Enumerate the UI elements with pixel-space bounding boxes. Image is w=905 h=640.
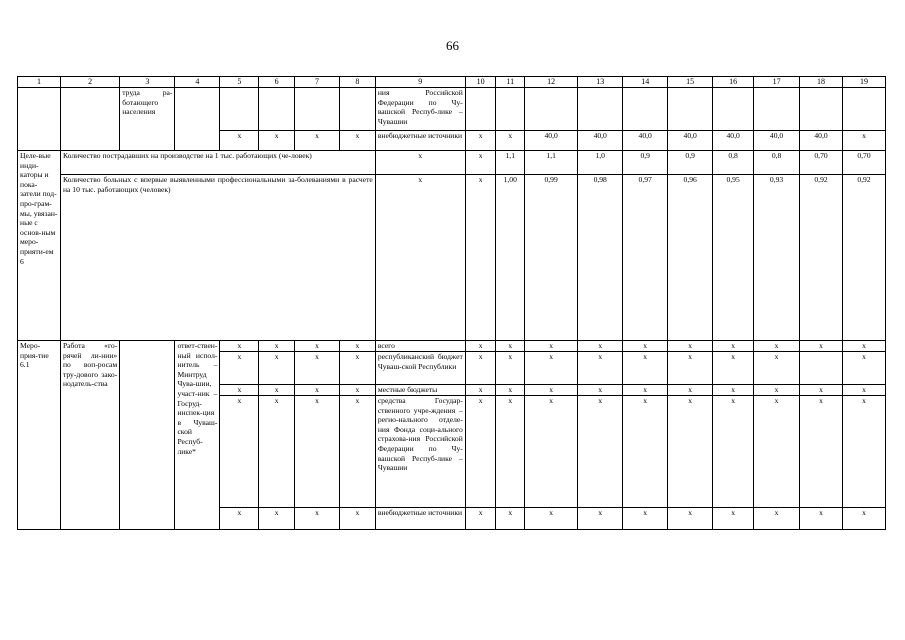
table-cell: x: [259, 396, 295, 508]
table-cell: x: [668, 385, 713, 396]
table-cell: 0,8: [713, 151, 754, 175]
table-cell: x: [465, 508, 496, 530]
col-header: 11: [496, 77, 525, 88]
table-cell: x: [668, 341, 713, 352]
col-header: 14: [623, 77, 668, 88]
table-cell: 0,92: [843, 175, 886, 341]
indicator-row: [18, 151, 886, 175]
table-cell: x: [220, 341, 259, 352]
table-cell: x: [295, 341, 340, 352]
table-cell: [18, 88, 61, 131]
table-cell: x: [340, 341, 376, 352]
table-cell: 0,9: [623, 151, 668, 175]
funding-source: внебюджетные источники: [375, 131, 465, 151]
table-cell: x: [843, 508, 886, 530]
table-cell: 1,00: [496, 175, 525, 341]
table-cell: 1,1: [496, 151, 525, 175]
table-cell: x: [340, 131, 376, 151]
table-cell: x: [465, 385, 496, 396]
table-cell: 0,93: [754, 175, 800, 341]
table-cell: x: [578, 385, 623, 396]
table-cell: x: [295, 396, 340, 508]
funding-source: средства Государ-ственного учре-ждения – регио-нального отделе-ния Фонда соци-ального страхова-ния Российской Федерации по Чу-вашской Респуб-лике – Чувашии: [375, 396, 465, 508]
table-cell: [496, 88, 525, 131]
col-header: 13: [578, 77, 623, 88]
table-cell: 0,96: [668, 175, 713, 341]
table-cell: 0,70: [800, 151, 843, 175]
table-cell: x: [465, 151, 496, 175]
table-cell: x: [496, 352, 525, 385]
table-cell: [340, 88, 376, 131]
table-cell: [623, 88, 668, 131]
column-numbers-row: [18, 77, 886, 88]
table-cell: x: [713, 341, 754, 352]
table-cell: x: [220, 385, 259, 396]
col-header: 2: [60, 77, 119, 88]
table-cell: x: [800, 341, 843, 352]
table-cell: x: [578, 508, 623, 530]
col-header: 8: [340, 77, 376, 88]
table-cell: 0,99: [525, 175, 578, 341]
table-cell: [220, 88, 259, 131]
table-cell: x: [525, 341, 578, 352]
table-cell: x: [713, 396, 754, 508]
table-cell: x: [259, 131, 295, 151]
table-cell: 0,9: [668, 151, 713, 175]
table-cell: x: [220, 131, 259, 151]
table-cell: 40,0: [578, 131, 623, 151]
program-table: [17, 76, 886, 530]
table-cell: x: [754, 508, 800, 530]
table-cell: x: [340, 508, 376, 530]
table-cell: x: [259, 385, 295, 396]
table-cell: x: [754, 352, 800, 385]
table-cell: x: [465, 131, 496, 151]
table-cell: x: [623, 352, 668, 385]
table-cell: x: [220, 508, 259, 530]
col-header: 12: [525, 77, 578, 88]
table-cell: 0,98: [578, 175, 623, 341]
table-cell: x: [800, 385, 843, 396]
table-cell: x: [295, 508, 340, 530]
table-cell: x: [465, 175, 496, 341]
col-header: 17: [754, 77, 800, 88]
table-cell: 0,92: [800, 175, 843, 341]
table-cell: x: [340, 385, 376, 396]
table-cell: x: [295, 131, 340, 151]
table-cell: [578, 88, 623, 131]
table-cell: [259, 88, 295, 131]
col-header: 9: [375, 77, 465, 88]
table-cell: x: [713, 385, 754, 396]
table-cell: x: [259, 341, 295, 352]
table-cell: x: [525, 352, 578, 385]
table-cell: x: [623, 341, 668, 352]
table-cell: x: [295, 352, 340, 385]
table-cell: x: [578, 352, 623, 385]
table-cell: [295, 88, 340, 131]
table-cell: [800, 88, 843, 131]
col-header: 6: [259, 77, 295, 88]
table-cell: [800, 352, 843, 385]
table-cell: [668, 88, 713, 131]
table-cell: [525, 88, 578, 131]
table-cell: 1,1: [525, 151, 578, 175]
table-cell: x: [496, 341, 525, 352]
col-header: 18: [800, 77, 843, 88]
table-cell: 40,0: [800, 131, 843, 151]
table-cell: 40,0: [713, 131, 754, 151]
col-header: 1: [18, 77, 61, 88]
measure-row: [18, 341, 886, 352]
indicator-name: Количество больных с впервые выявленными профессиональными за-болеваниями в расчете на 10 тыс. работающих (человек): [60, 175, 375, 341]
table-cell: [843, 88, 886, 131]
table-cell: x: [843, 396, 886, 508]
table-cell: x: [623, 385, 668, 396]
table-cell: 40,0: [754, 131, 800, 151]
table-cell: x: [465, 341, 496, 352]
table-cell: x: [525, 508, 578, 530]
table-cell: x: [220, 396, 259, 508]
col-header: 7: [295, 77, 340, 88]
continuation-col9: ния Российской Федерации по Чу-вашской Респуб-лике – Чувашии: [375, 88, 465, 131]
table-cell: [60, 131, 119, 151]
table-cell: x: [578, 341, 623, 352]
table-cell: x: [800, 396, 843, 508]
table-cell: x: [496, 385, 525, 396]
table-cell: x: [496, 131, 525, 151]
table-cell: x: [496, 508, 525, 530]
col-header: 16: [713, 77, 754, 88]
table-cell: x: [713, 508, 754, 530]
table-cell: x: [668, 508, 713, 530]
page-number: 66: [446, 38, 459, 53]
funding-source: всего: [375, 341, 465, 352]
indicator-name: Количество пострадавших на производстве на 1 тыс. работающих (че-ловек): [60, 151, 375, 175]
table-cell: x: [623, 396, 668, 508]
table-cell: 40,0: [525, 131, 578, 151]
continuation-col3: труда ра-ботающего населения: [120, 88, 175, 151]
table-cell: x: [465, 352, 496, 385]
table-cell: x: [754, 341, 800, 352]
table-cell: x: [525, 385, 578, 396]
table-cell: 40,0: [668, 131, 713, 151]
table-cell: [120, 341, 175, 530]
table-cell: x: [843, 352, 886, 385]
funding-source: республиканский бюджет Чуваш-ской Республики: [375, 352, 465, 385]
table-cell: 0,8: [754, 151, 800, 175]
table-cell: x: [843, 385, 886, 396]
table-cell: x: [525, 396, 578, 508]
col-header: 15: [668, 77, 713, 88]
table-cell: x: [220, 352, 259, 385]
table-cell: [60, 88, 119, 131]
table-cell: x: [800, 508, 843, 530]
measure-id: Меро-прия-тие 6.1: [18, 341, 61, 530]
table-cell: x: [578, 396, 623, 508]
table-cell: x: [713, 352, 754, 385]
table-cell: x: [375, 151, 465, 175]
table-cell: x: [754, 385, 800, 396]
funding-source: местные бюджеты: [375, 385, 465, 396]
col-header: 5: [220, 77, 259, 88]
measure-executor: ответ-ствен-ный испол-нитель – Минтруд Чува-шии, участ-ник – Госруд-инспек-ция в Чуваш-ской Респуб-лике*: [175, 341, 220, 530]
table-cell: 0,95: [713, 175, 754, 341]
table-cell: x: [496, 396, 525, 508]
col-header: 19: [843, 77, 886, 88]
col-header: 3: [120, 77, 175, 88]
table-cell: x: [668, 352, 713, 385]
table-cell: x: [295, 385, 340, 396]
table-cell: x: [754, 396, 800, 508]
col-header: 10: [465, 77, 496, 88]
col-header: 4: [175, 77, 220, 88]
table-cell: [465, 88, 496, 131]
table-cell: 0,70: [843, 151, 886, 175]
table-cell: x: [623, 508, 668, 530]
table-cell: x: [375, 175, 465, 341]
table-cell: [175, 88, 220, 151]
continuation-row: [18, 88, 886, 131]
indicators-label: Целе-вые инди-каторы и пока-затели под-про-грам-мы, увязан-ные с основ-ным меро-прияти-ем 6: [18, 151, 61, 341]
table-cell: x: [465, 396, 496, 508]
indicator-row: [18, 175, 886, 341]
table-cell: x: [259, 508, 295, 530]
funding-source: внебюджетные источники: [375, 508, 465, 530]
measure-name: Работа «го-рячей ли-нии» по воп-росам тру-дового зако-нодатель-ства: [60, 341, 119, 530]
table-cell: x: [843, 341, 886, 352]
table-cell: [713, 88, 754, 131]
table-cell: x: [340, 352, 376, 385]
table-cell: [754, 88, 800, 131]
table-cell: 40,0: [623, 131, 668, 151]
table-cell: [18, 131, 61, 151]
table-cell: x: [259, 352, 295, 385]
table-cell: x: [668, 396, 713, 508]
table-cell: 1,0: [578, 151, 623, 175]
table-cell: x: [340, 396, 376, 508]
table-cell: x: [843, 131, 886, 151]
table-cell: 0,97: [623, 175, 668, 341]
